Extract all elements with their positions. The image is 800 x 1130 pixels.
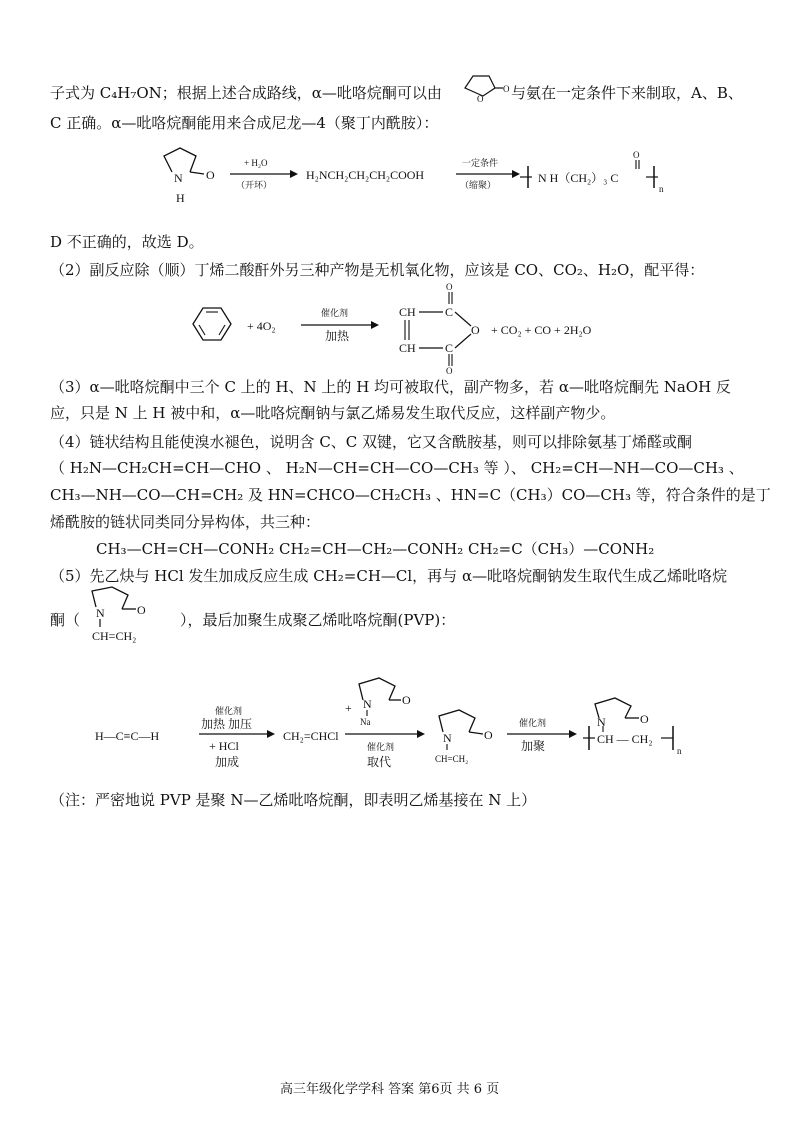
furanone-carbonyl-o: O <box>503 84 510 94</box>
text-line-12: （5）先乙炔与 HCl 发生加成反应生成 CH₂=CH—Cl，再与 α—吡咯烷酮钠发生取代生成乙烯吡咯烷 <box>50 567 728 585</box>
polymer-o: O <box>633 150 640 160</box>
aminobutyric-acid: H₂NCH₂CH₂CH₂COOH <box>306 168 425 182</box>
acetylene: H—C≡C—H <box>95 729 160 743</box>
sodium-pyrrolidone-structure <box>359 678 411 727</box>
product-o: O <box>484 728 493 742</box>
pvp-n-subscript: n <box>677 746 682 756</box>
text-line-2: C 正确。α—吡咯烷酮能用来合成尼龙—4（聚丁内酰胺）： <box>50 114 439 132</box>
arrow-poly-bot: 加聚 <box>521 739 546 753</box>
inorganic-products: + CO₂ + CO + 2H₂O <box>491 323 592 337</box>
arrow-sub-head <box>417 730 425 738</box>
arrow-poly-head <box>569 730 577 738</box>
page-footer: 高三年级化学学科 答案 第6页 共 6 页 <box>280 1082 500 1097</box>
arrow-1-above: + H₂O <box>244 158 268 168</box>
ring-n: N <box>174 171 183 185</box>
sodium-label: Na <box>360 717 371 727</box>
anhydride-ch-top: CH <box>399 305 416 319</box>
text-line-7: （4）链状结构且能使溴水褪色，说明含 C、C 双键，它又含酰胺基，则可以排除氨基丁烯醛或酮 <box>50 433 693 451</box>
anhydride-ring-o: O <box>471 323 480 337</box>
product-vinyl: CH=CH₂ <box>435 754 469 764</box>
text-line-14-note: （注：严密地说 PVP 是聚 N—乙烯吡咯烷酮，即表明乙烯基接在 N 上） <box>50 791 537 809</box>
benzene-oxidation-scheme <box>175 282 665 374</box>
arrow-ox-below: 加热 <box>325 329 350 343</box>
benzene-structure <box>193 308 231 340</box>
anhydride-c-bottom: C <box>445 341 454 355</box>
anhydride-o-top: O <box>446 282 453 292</box>
text-line-1b: 与氨在一定条件下来制取，A、B、 <box>511 84 743 102</box>
vp-o: O <box>137 603 146 617</box>
furanone-structure <box>455 66 509 106</box>
arrow-2-above: 一定条件 <box>462 158 499 168</box>
text-line-3: D 不正确的，故选 D。 <box>50 233 204 251</box>
text-line-6: 应，只是 N 上 H 被中和，α—吡咯烷酮钠与氯乙烯易发生取代反应，这样副产物少。 <box>50 404 616 422</box>
pvp-synthesis-scheme <box>95 676 715 776</box>
text-line-13b: ），最后加聚生成聚乙烯吡咯烷酮(PVP)： <box>180 611 456 629</box>
vinyl-chloride: CH₂=CHCl <box>283 729 339 743</box>
arrow-ox-above: 催化剂 <box>321 308 349 318</box>
polymer-n: n <box>659 184 664 194</box>
pvp-ring-o: O <box>640 712 649 726</box>
text-line-8: （ H₂N—CH₂CH=CH—CHO 、 H₂N—CH=CH—CO—CH₃ 等 ）、 CH₂=CH—NH—CO—CH₃ 、 <box>50 459 744 477</box>
vp-n: N <box>96 606 105 620</box>
ring-o: O <box>206 168 215 182</box>
pyrrolidone-structure <box>164 148 215 205</box>
nylon4-scheme <box>150 142 670 210</box>
anhydride-ch-bottom: CH <box>399 341 416 355</box>
vp-vinyl: CH=CH₂ <box>92 629 137 643</box>
vinylpyrrolidone-product <box>435 710 493 764</box>
polymer-unit: N H（CH₂）₃ C <box>538 171 619 185</box>
na-ring-n: N <box>363 697 372 711</box>
oxygen-reactant: + 4O₂ <box>247 319 276 333</box>
ring-h: H <box>176 191 185 205</box>
arrow-ox-head <box>371 321 379 329</box>
text-line-4: （2）副反应除（顺）丁烯二酸酐外另三种产物是无机氧化物，应该是 CO、CO₂、H₂O，配平得： <box>50 261 705 279</box>
text-line-1a: 子式为 C₄H₇ON；根据上述合成路线，α—吡咯烷酮可以由 <box>50 84 442 102</box>
na-ring-o: O <box>402 693 411 707</box>
anhydride-c-top: C <box>445 305 454 319</box>
product-n: N <box>443 731 452 745</box>
text-line-13a: 酮（ <box>50 611 81 629</box>
arrow-1-below: （开环） <box>236 180 273 190</box>
arrow-sub-top: 催化剂 <box>367 742 395 752</box>
arrow-add-top2: 加热 加压 <box>201 717 253 731</box>
maleic-anhydride-structure <box>399 282 480 376</box>
pvp-polymer-structure <box>583 698 682 756</box>
text-line-5: （3）α—吡咯烷酮中三个 C 上的 H、N 上的 H 均可被取代，副产物多，若 α—吡咯烷酮先 NaOH 反 <box>50 378 731 396</box>
arrow-poly-top: 催化剂 <box>519 718 547 728</box>
text-line-9: CH₃—NH—CO—CH=CH₂ 及 HN=CHCO—CH₂CH₃ 、HN=C（CH₃）CO—CH₃ 等，符合条件的是丁 <box>50 486 771 504</box>
text-line-10: 烯酰胺的链状同类同分异构体，共三种： <box>50 513 321 531</box>
pvp-chain: CH — CH₂ <box>597 732 653 746</box>
arrow-add-top1: 催化剂 <box>215 706 243 716</box>
furanone-ring-o: O <box>477 94 484 104</box>
arrow-2-below: （缩聚） <box>460 180 497 190</box>
text-line-11-isomers: CH₃—CH=CH—CONH₂ CH₂=CH—CH₂—CONH₂ CH₂=C（CH₃）—CONH₂ <box>96 540 655 558</box>
arrow-add-bot1: + HCl <box>209 739 239 753</box>
arrow-add-bot2: 加成 <box>215 755 240 769</box>
arrow-2-head <box>512 170 520 178</box>
arrow-sub-bot: 取代 <box>367 755 392 769</box>
anhydride-o-bottom: O <box>446 366 453 376</box>
vinylpyrrolidone-structure <box>82 585 182 645</box>
arrow-add-head <box>267 730 275 738</box>
pvp-ring-n: N <box>597 715 606 729</box>
arrow-1-head <box>290 170 298 178</box>
plus-sign: + <box>345 701 352 715</box>
